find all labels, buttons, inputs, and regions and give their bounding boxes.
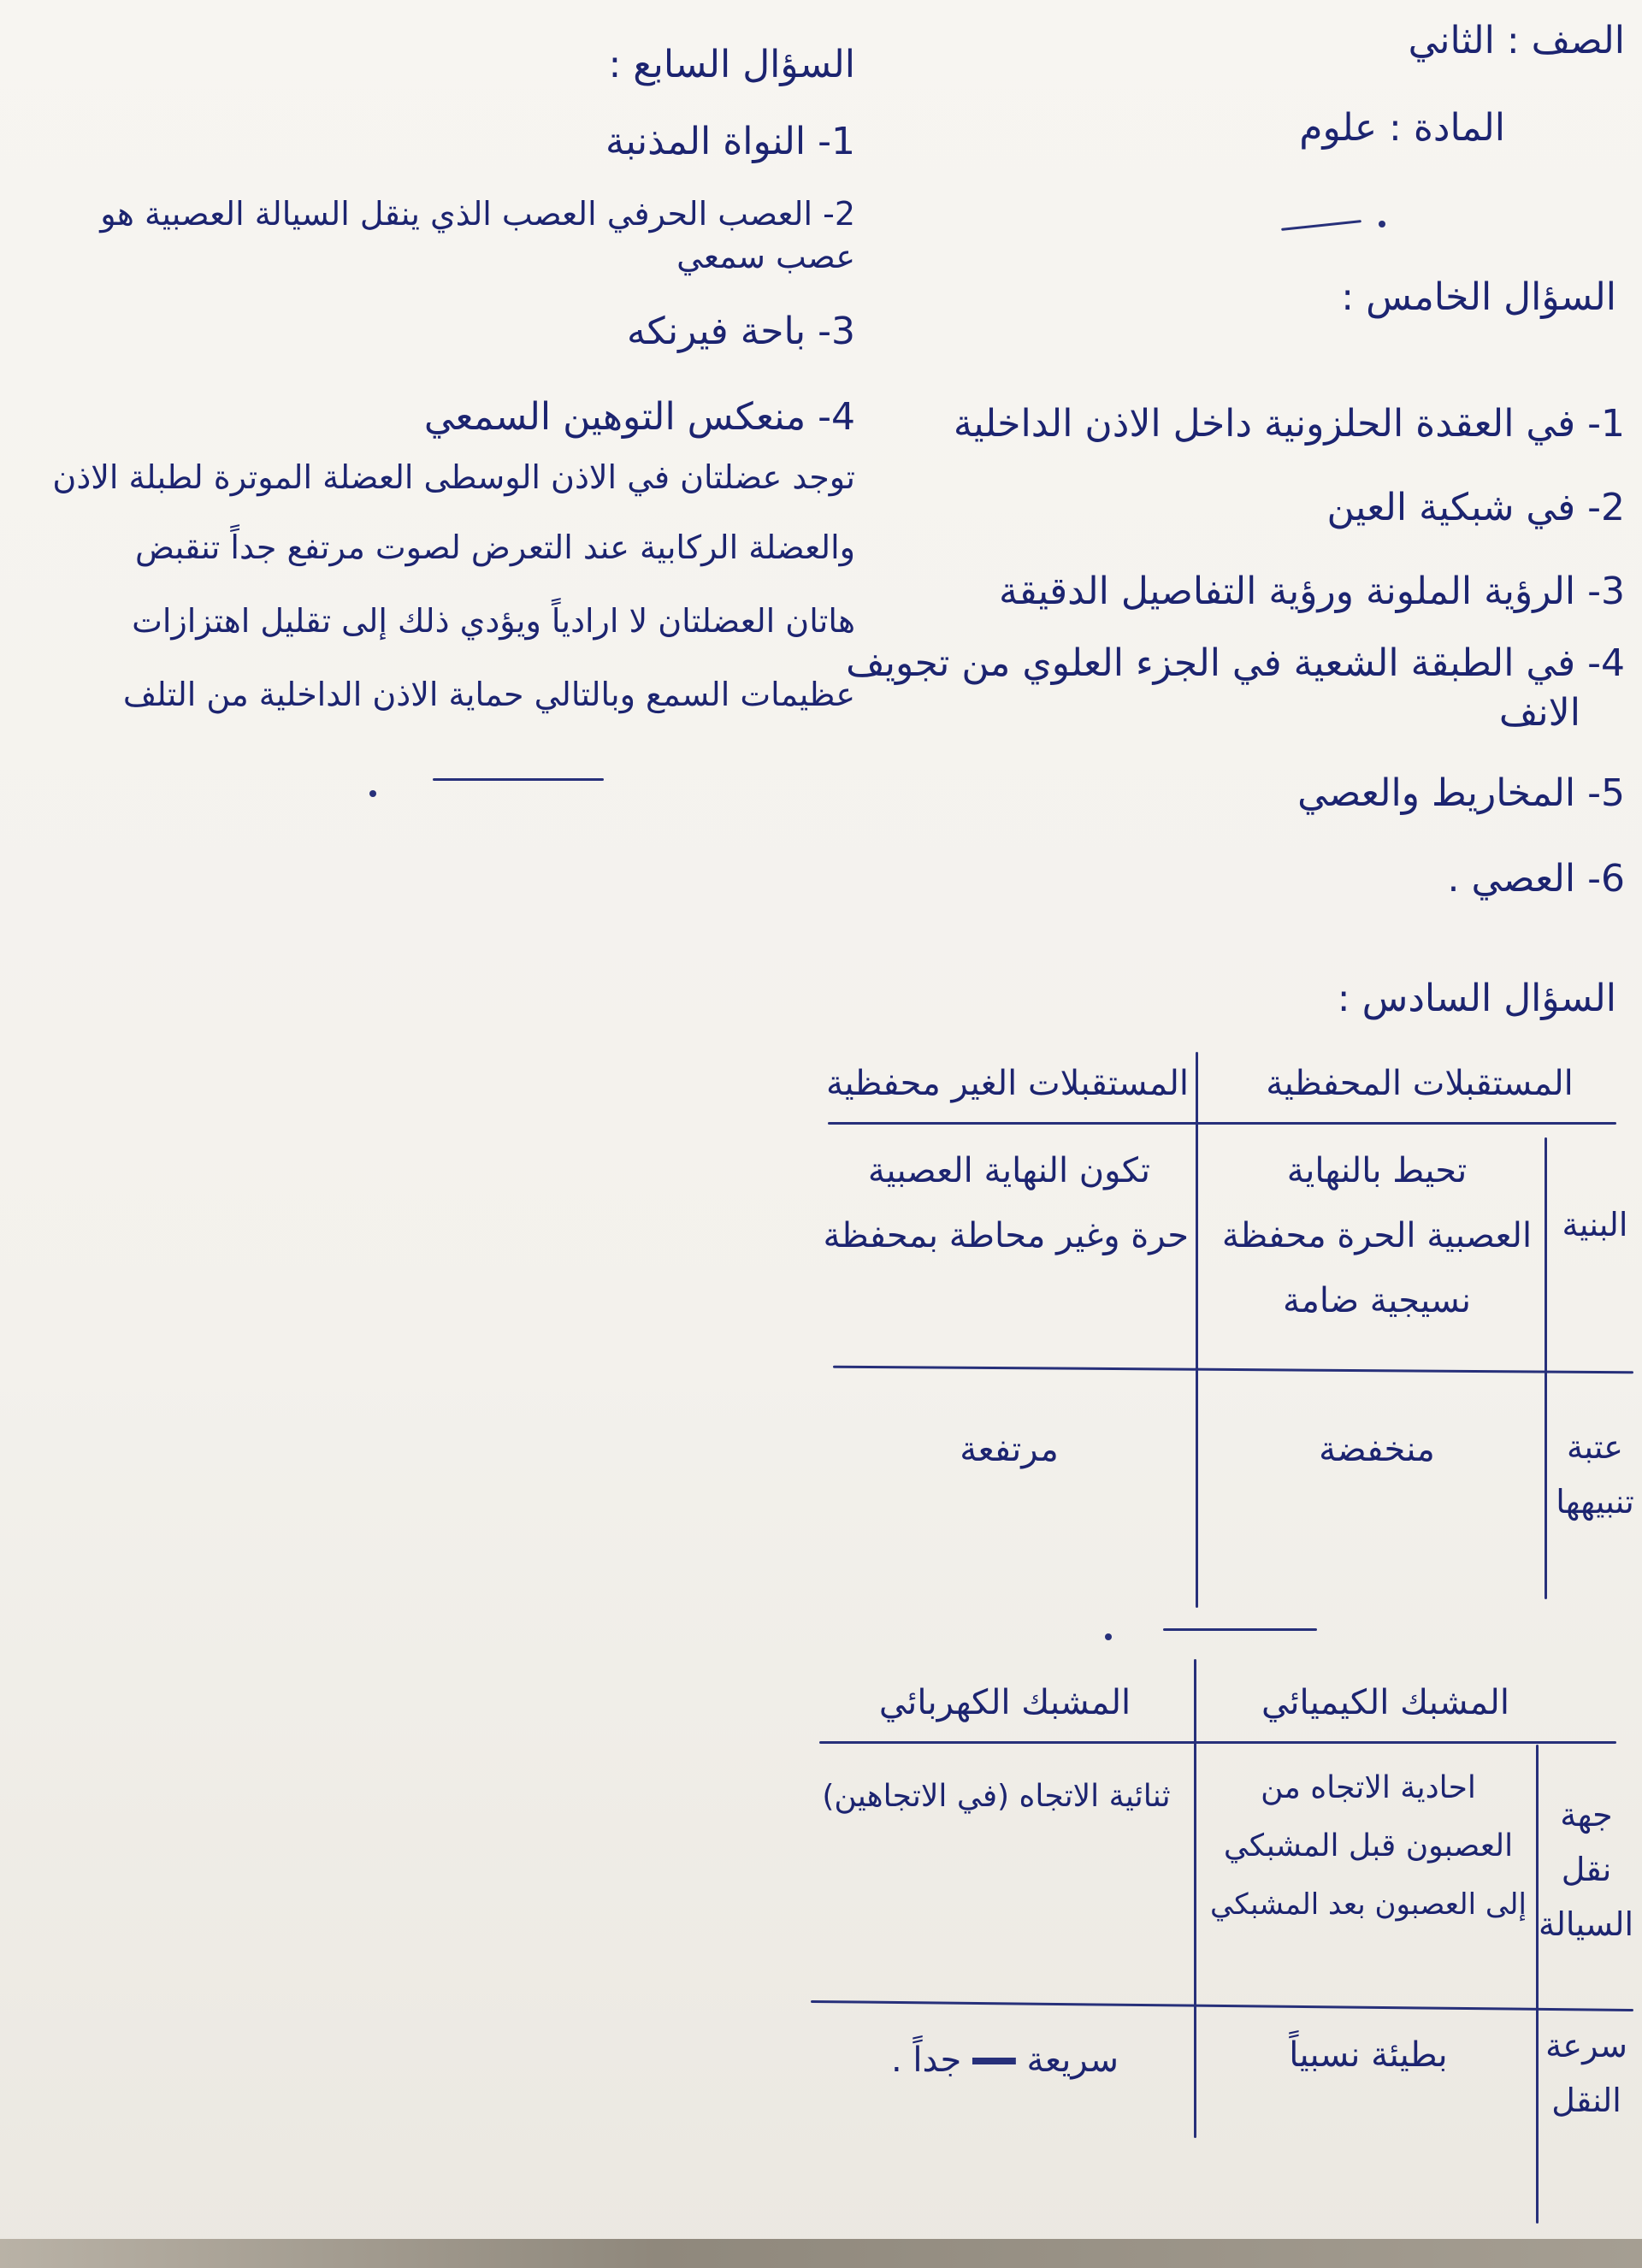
table2-direction-chem-2: العصبون قبل المشبكي: [1223, 1828, 1514, 1863]
q7-answer-3: 3- باحة فيرنكه: [626, 310, 855, 353]
q7-explanation-1: توجد عضلتان في الاذن الوسطى العضلة الموترة لطبلة الاذن: [52, 458, 855, 496]
end-underline: [433, 778, 604, 781]
q5-answer-1: 1- في العقدة الحلزونية داخل الاذن الداخلية: [953, 402, 1625, 446]
table1-row-line: [833, 1366, 1633, 1374]
table1-structure-encap-2: العصبية الحرة محفظة: [1221, 1216, 1533, 1255]
q7-title: السؤال السابع :: [608, 43, 855, 86]
table1-threshold-free: مرتفعة: [960, 1430, 1059, 1469]
q7-answer-4: 4- منعكس التوهين السمعي: [423, 395, 855, 439]
q5-title: السؤال الخامس :: [1341, 275, 1616, 319]
q7-answer-2: 2- العصب الحرفي العصب الذي ينقل السيالة العصبية هو: [100, 195, 855, 233]
scan-edge: [0, 2239, 1642, 2268]
q5-answer-5: 5- المخاريط والعصي: [1297, 771, 1625, 815]
table2-header-line: [819, 1741, 1616, 1744]
q7-answer-1: 1- النواة المذنبة: [605, 120, 855, 163]
table2-row-line: [811, 2000, 1633, 2011]
table2-row-label-speed: سرعة النقل: [1545, 2027, 1627, 2119]
q7-explanation-2: والعضلة الركابية عند التعرض لصوت مرتفع جداً تنقبض: [135, 529, 855, 566]
q7-explanation-3: هاتان العضلتان لا ارادياً ويؤدي ذلك إلى تقليل اهتزازات: [132, 602, 855, 640]
table2-header-chemical: المشبك الكيميائي: [1261, 1683, 1509, 1722]
signature-mark: [1281, 220, 1361, 231]
table1-header-free: المستقبلات الغير محفظية: [826, 1064, 1189, 1103]
ink-dot: [1379, 221, 1385, 227]
table1-col-divider: [1196, 1052, 1198, 1608]
table2-row-label-direction: جهة نقل السيالة: [1538, 1796, 1633, 1943]
table2-speed-chem: بطيئة نسبياً: [1289, 2035, 1448, 2075]
table2-speed-elec: [821, 2034, 1189, 2087]
separator-line: [1163, 1628, 1317, 1631]
table1-row-label-structure: البنية: [1562, 1206, 1628, 1243]
table1-structure-encap-1: تحيط بالنهاية: [1286, 1151, 1468, 1190]
q5-answer-3: 3- الرؤية الملونة ورؤية التفاصيل الدقيقة: [999, 570, 1625, 613]
scribble-mark: [972, 2041, 1016, 2080]
table2-speed-elec-very: جداً .: [890, 2041, 962, 2080]
table2-direction-chem-3: إلى العصبون بعد المشبكي: [1210, 1887, 1527, 1922]
table2-header-electrical: المشبك الكهربائي: [878, 1683, 1131, 1722]
q5-answer-4: 4- في الطبقة الشعية في الجزء العلوي من تجويف: [846, 641, 1625, 685]
table2-col-divider: [1194, 1659, 1196, 2138]
table1-structure-free-2: حرة وغير محاطة بمحفظة: [823, 1216, 1189, 1255]
table1-header-line: [828, 1122, 1616, 1125]
ink-dot: [369, 790, 376, 797]
table1-threshold-encap: منخفضة: [1319, 1430, 1435, 1469]
table2-direction-elec: ثنائية الاتجاه (في الاتجاهين): [822, 1779, 1171, 1814]
table1-label-divider: [1545, 1137, 1547, 1599]
q6-title: السؤال السادس :: [1337, 977, 1616, 1020]
table1-row-label-threshold: عتبة تنبيهها: [1556, 1428, 1634, 1521]
table1-structure-free-1: تكون النهاية العصبية: [867, 1151, 1151, 1190]
q5-answer-2: 2- في شبكية العين: [1326, 486, 1625, 529]
table1-structure-encap-3: نسيجية ضامة: [1283, 1281, 1471, 1320]
table2-direction-chem-1: احادية الاتجاه من: [1261, 1770, 1476, 1805]
q5-answer-4-cont: الانف: [1498, 691, 1580, 735]
q7-explanation-4: عظيمات السمع وبالتالي حماية الاذن الداخلية من التلف: [122, 676, 855, 713]
table2-speed-elec-word: سريعة: [1026, 2041, 1119, 2080]
q7-answer-2-cont: عصب سمعي: [676, 238, 855, 275]
grade-label: الصف : الثاني: [1408, 19, 1625, 62]
q5-answer-6: 6- العصي .: [1447, 857, 1625, 901]
table1-header-encapsulated: المستقبلات المحفظية: [1266, 1064, 1574, 1103]
subject-label: المادة : علوم: [1299, 106, 1505, 150]
table2-label-divider: [1536, 1745, 1539, 2224]
ink-dot: [1105, 1633, 1112, 1640]
